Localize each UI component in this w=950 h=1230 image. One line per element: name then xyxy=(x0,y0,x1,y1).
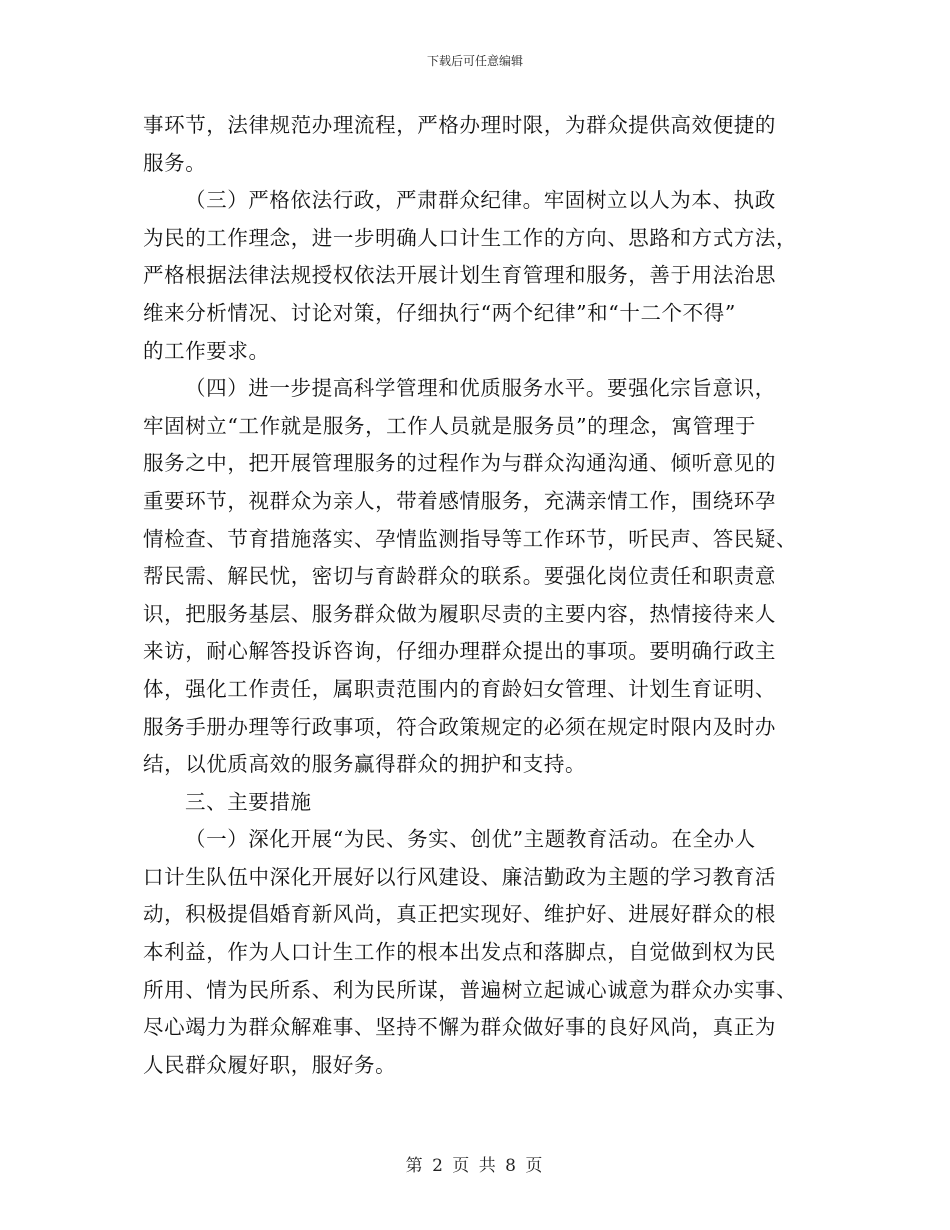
text-line: 为民的工作理念，进一步明确人口计生工作的方向、思路和方式方法， xyxy=(143,225,798,250)
page-number: 第 2 页 共 8 页 xyxy=(405,1156,545,1176)
text-line: 牢固树立“工作就是服务，工作人员就是服务员”的理念，寓管理于 xyxy=(143,413,756,438)
text-line: 体，强化工作责任，属职责范围内的育龄妇女管理、计划生育证明、 xyxy=(143,676,776,701)
text-line: 人民群众履好职，服好务。 xyxy=(143,1052,397,1077)
text-line: 识，把服务基层、服务群众做为履职尽责的主要内容，热情接待来人 xyxy=(143,601,776,626)
text-line: 重要环节，视群众为亲人，带着感情服务，充满亲情工作，围绕环孕 xyxy=(143,488,776,513)
text-line: 事环节，法律规范办理流程，严格办理时限，为群众提供高效便捷的 xyxy=(143,113,776,137)
text-line: 情检查、节育措施落实、孕情监测指导等工作环节，听民声、答民疑、 xyxy=(143,526,798,551)
text-line: 服务手册办理等行政事项，符合政策规定的必须在规定时限内及时办 xyxy=(143,714,776,739)
document-body xyxy=(143,107,815,1084)
paragraph-heading-4: （四）进一步提高科学管理和优质服务水平。要强化宗旨意识， xyxy=(185,376,776,401)
text-line: 动，积极提倡婚育新风尚，真正把实现好、维护好、进展好群众的根 xyxy=(143,902,776,927)
section-heading: 三、主要措施 xyxy=(185,789,312,814)
paragraph-heading-3: （三）严格依法行政，严肃群众纪律。牢固树立以人为本、执政 xyxy=(185,188,776,213)
text-line: 服务之中，把开展管理服务的过程作为与群众沟通沟通、倾听意见的 xyxy=(143,451,776,476)
text-line: 严格根据法律法规授权依法开展计划生育管理和服务，善于用法治思 xyxy=(143,263,776,288)
page-header-note: 下载后可任意编辑 xyxy=(426,54,523,68)
text-line: 维来分析情况、讨论对策，仔细执行“两个纪律”和“十二个不得” xyxy=(143,300,736,325)
text-line: 口计生队伍中深化开展好以行风建设、廉洁勤政为主题的学习教育活 xyxy=(143,864,776,889)
text-line: 帮民需、解民忧，密切与育龄群众的联系。要强化岗位责任和职责意 xyxy=(143,564,776,589)
paragraph-heading-1: （一）深化开展“为民、务实、创优”主题教育活动。在全办人 xyxy=(185,827,756,852)
text-line: 服务。 xyxy=(143,150,207,175)
text-line: 尽心竭力为群众解难事、坚持不懈为群众做好事的良好风尚，真正为 xyxy=(143,1015,776,1040)
text-line: 所用、情为民所系、利为民所谋，普遍树立起诚心诚意为群众办实事、 xyxy=(143,977,798,1002)
text-line: 结，以优质高效的服务赢得群众的拥护和支持。 xyxy=(143,752,587,777)
text-line: 本利益，作为人口计生工作的根本出发点和落脚点，自觉做到权为民 xyxy=(143,940,776,965)
text-line: 的工作要求。 xyxy=(143,338,270,363)
text-line: 来访，耐心解答投诉咨询，仔细办理群众提出的事项。要明确行政主 xyxy=(143,639,776,664)
